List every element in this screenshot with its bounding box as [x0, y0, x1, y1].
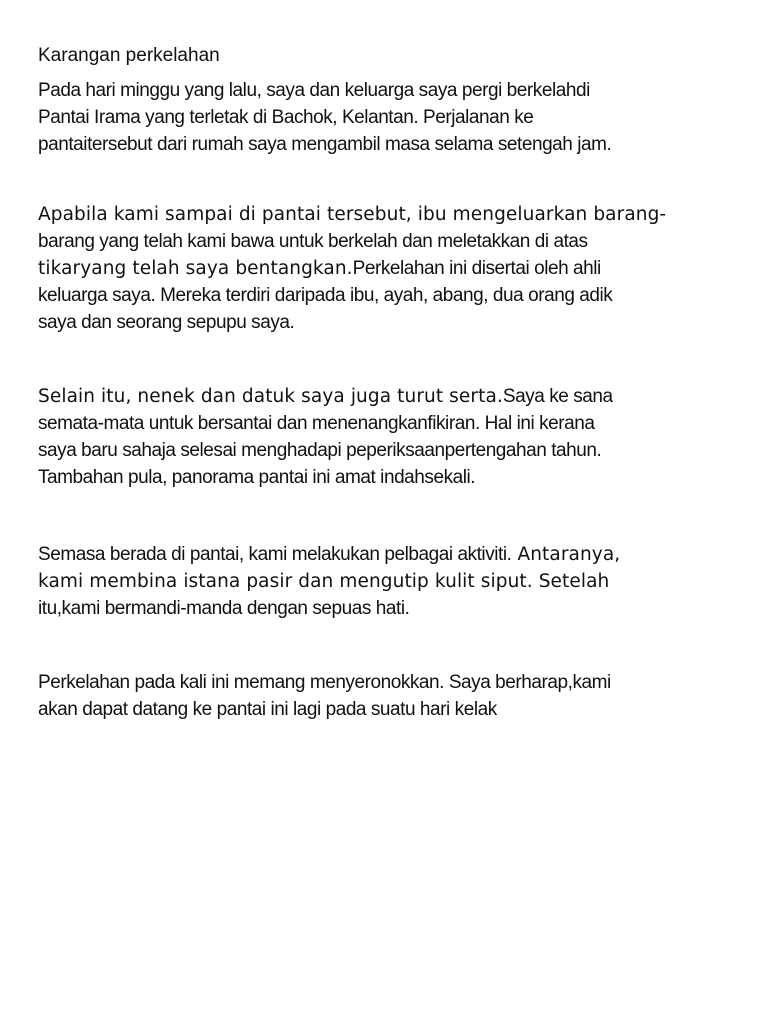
text-line	[38, 541, 738, 568]
text-line: saya dan seorang sepupu saya.	[38, 312, 295, 333]
text-segment: Semasa berada di pantai, kami melakukan pelbagai aktiviti.	[38, 544, 512, 565]
text-line: Tambahan pula, panorama pantai ini amat indahsekali.	[38, 467, 476, 488]
text-line: Pada hari minggu yang lalu, saya dan keluarga saya pergi berkelahdi	[38, 80, 590, 101]
text-line: Apabila kami sampai di pantai tersebut, ibu mengeluarkan barang-	[38, 204, 667, 225]
document-title: Karangan perkelahan	[38, 45, 220, 66]
text-line: pantaitersebut dari rumah saya mengambil masa selama setengah jam.	[38, 134, 612, 155]
text-line: akan dapat datang ke pantai ini lagi pada suatu hari kelak	[38, 699, 497, 720]
text-segment: tikaryang telah saya bentangkan.	[38, 258, 353, 279]
text-line: kami membina istana pasir dan mengutip kulit siput. Setelah	[38, 571, 610, 592]
text-line	[38, 255, 738, 282]
text-segment: Perkelahan ini disertai oleh ahli	[352, 258, 601, 279]
paragraph-1	[38, 77, 738, 158]
text-line: itu,kami bermandi-manda dengan sepuas hati.	[38, 598, 410, 619]
paragraph-4	[38, 541, 738, 622]
text-line: Perkelahan pada kali ini memang menyeronokkan. Saya berharap,kami	[38, 672, 611, 693]
text-line: Pantai Irama yang terletak di Bachok, Kelantan. Perjalanan ke	[38, 107, 534, 128]
text-line: barang yang telah kami bawa untuk berkelah dan meletakkan di atas	[38, 231, 588, 252]
text-segment: Antaranya,	[511, 544, 621, 565]
text-line: semata-mata untuk bersantai dan menenangkanfikiran. Hal ini kerana	[38, 413, 595, 434]
text-line	[38, 383, 738, 410]
text-line: saya baru sahaja selesai menghadapi peperiksaanpertengahan tahun.	[38, 440, 602, 461]
document-page	[38, 42, 738, 723]
text-segment: Selain itu, nenek dan datuk saya juga turut serta.	[38, 386, 503, 407]
paragraph-2	[38, 201, 738, 336]
text-line: keluarga saya. Mereka terdiri daripada ibu, ayah, abang, dua orang adik	[38, 285, 613, 306]
text-segment: Saya ke sana	[502, 386, 613, 407]
paragraph-5	[38, 669, 738, 723]
paragraph-3	[38, 383, 738, 491]
